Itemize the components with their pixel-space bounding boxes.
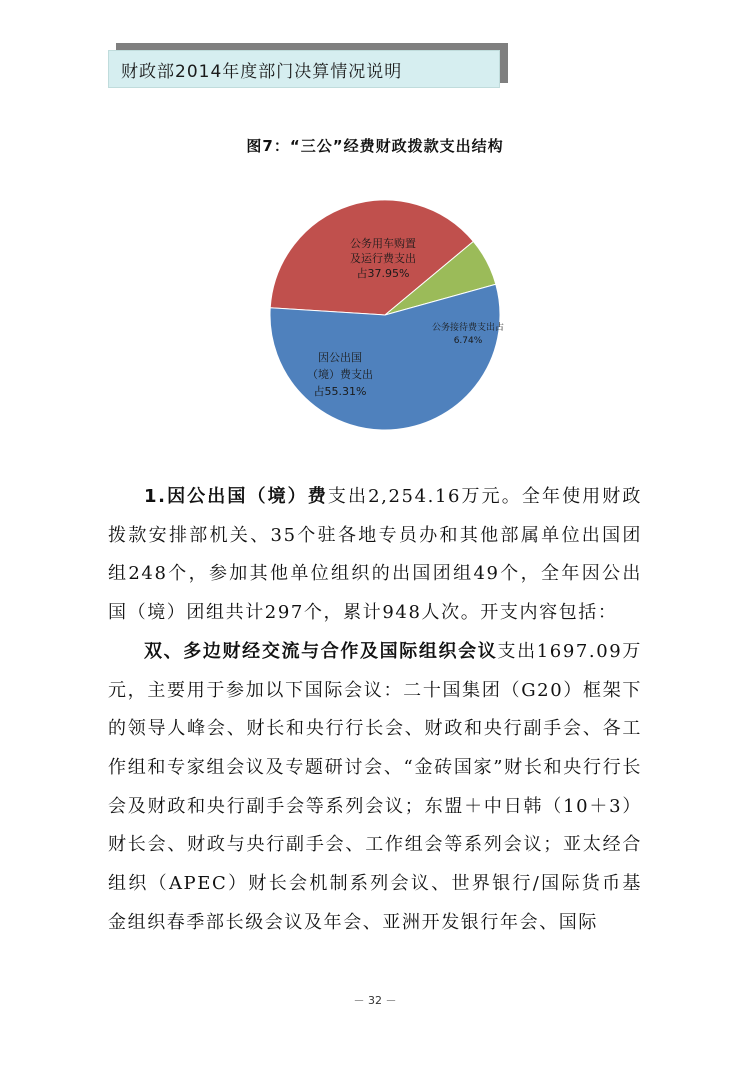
header-title: 财政部2014年度部门决算情况说明 — [121, 61, 403, 82]
paragraph-2-heading: 双、多边财经交流与合作及国际组织会议 — [144, 640, 498, 662]
pie-label-0-line-0: 公务用车购置 — [350, 237, 416, 250]
paragraph-2 — [108, 633, 642, 943]
pie-label-1-line-0: 公务接待费支出占 — [431, 323, 505, 333]
pie-label-0-line-1: 及运行费支出 — [350, 252, 416, 265]
pie-label-2-line-0: 因公出国 — [318, 351, 362, 364]
page-header — [108, 50, 500, 88]
pie-chart — [240, 185, 520, 445]
pie-label-2-line-2: 占55.31% — [313, 385, 367, 398]
pie-label-0 — [350, 236, 416, 280]
figure-title: 图7：“三公”经费财政拨款支出结构 — [246, 137, 504, 155]
paragraph-2-text: 支出1697.09万元，主要用于参加以下国际会议：二十国集团（G20）框架下的领导人峰会、财长和央行行长会、财政和央行副手会、各工作组和专家组会议及专题研讨会、“金砖国家”财长和央行行长会及财政和央行副手会等系列会议；东盟＋中日韩（10＋3）财长会、财政与央行副手会、工作组会等系列会议；亚太经合组织（APEC）财长会机制系列会议、世界银行/国际货币基金组织春季部长级会议及年会、亚洲开发银行年会、国际 — [108, 640, 642, 933]
pie-label-2-line-1: （境）费支出 — [307, 368, 373, 381]
pie-label-1-line-1: 6.74% — [453, 336, 483, 346]
page-number: － 32 － — [353, 994, 397, 1007]
body-text — [108, 478, 642, 942]
pie-label-0-line-2: 占37.95% — [356, 267, 410, 280]
paragraph-1-text: 支出2,254.16万元。全年使用财政拨款安排部机关、35个驻各地专员办和其他部属单位出国团组248个，参加其他单位组织的出国团组49个，全年因公出国（境）团组共计297个，累计948人次。开支内容包括： — [108, 486, 642, 624]
pie-slices — [270, 200, 500, 430]
paragraph-1-heading: 1.因公出国（境）费 — [144, 486, 328, 507]
paragraph-1 — [108, 478, 642, 633]
